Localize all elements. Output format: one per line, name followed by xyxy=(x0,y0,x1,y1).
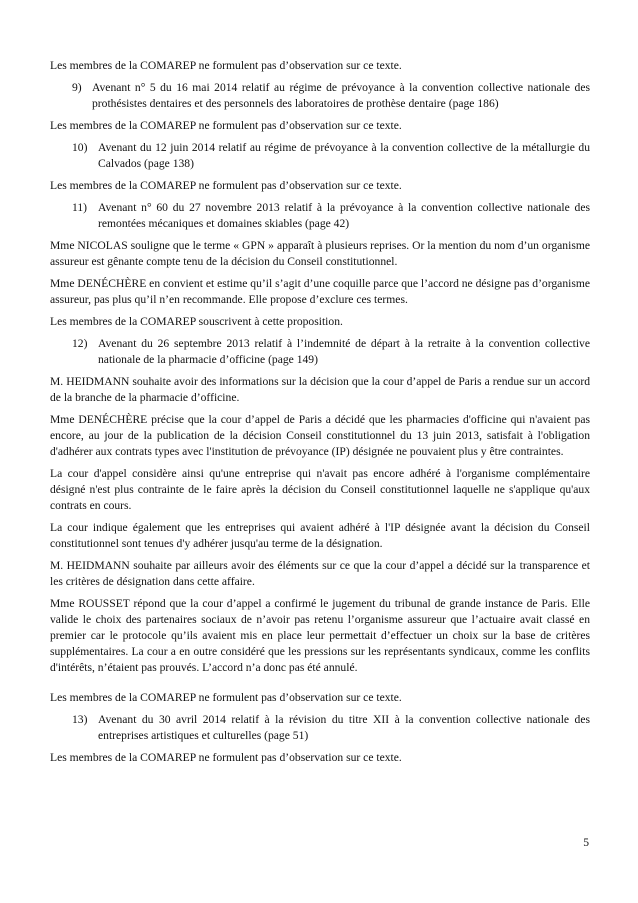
paragraph: Mme DENÉCHÈRE précise que la cour d’appel de Paris a décidé que les pharmacies d'officine qui n'avaient pas encore, au jour de la publication de la décision Conseil constitutionnel du 13 juin 2013, satisfait à l'obligation d'adhérer aux contrats types avec l'institution de prévoyance (IP) désignée ne pouvaient plus y être contraintes. xyxy=(50,413,590,458)
paragraph: Les membres de la COMAREP ne formulent pas d’observation sur ce texte. xyxy=(50,179,402,192)
list-item-number: 12) xyxy=(72,337,88,350)
list-item-number: 9) xyxy=(72,81,82,94)
paragraph: Mme ROUSSET répond que la cour d’appel a confirmé le jugement du tribunal de grande instance de Paris. Elle valide le choix des partenaires sociaux de n’avoir pas retenu l’organisme assureur que l’actuaire avait classé en premier car le protocole qu’ils avaient mis en place leur permettait d’effectuer un choix sur la base de critères supplémentaires. La cour a en outre considéré que les pressions sur les représentants syndicaux, comme les conflits d'intérêts, n’étaient pas prouvés. L’accord n’a donc pas été annulé. xyxy=(50,597,590,674)
list-item-number: 13) xyxy=(72,713,88,726)
list-item-text: Avenant du 30 avril 2014 relatif à la révision du titre XII à la convention collective nationale des entreprises artistiques et culturelles (page 51) xyxy=(98,713,590,742)
paragraph: Mme NICOLAS souligne que le terme « GPN » apparaît à plusieurs reprises. Or la mention du nom d’un organisme assureur est gênante compte tenu de la décision du Conseil constitutionnel. xyxy=(50,239,590,268)
list-item xyxy=(72,140,590,172)
list-item xyxy=(72,80,590,112)
list-item xyxy=(72,712,590,744)
paragraph: La cour indique également que les entreprises qui avaient adhéré à l'IP désignée avant la décision du Conseil constitutionnel sont tenues d'y adhérer jusqu'au terme de la désignation. xyxy=(50,521,590,550)
paragraph: Les membres de la COMAREP ne formulent pas d’observation sur ce texte. xyxy=(50,691,402,704)
list-item-text: Avenant n° 60 du 27 novembre 2013 relatif à la prévoyance à la convention collective nationale des remontées mécaniques et domaines skiables (page 42) xyxy=(98,201,590,230)
list-item-number: 11) xyxy=(72,201,88,214)
paragraph: Les membres de la COMAREP ne formulent pas d’observation sur ce texte. xyxy=(50,751,402,764)
paragraph: M. HEIDMANN souhaite par ailleurs avoir des éléments sur ce que la cour d’appel a décidé sur la transparence et les critères de désignation dans cette affaire. xyxy=(50,559,590,588)
paragraph: Mme DENÉCHÈRE en convient et estime qu’il s’agit d’une coquille parce que l’accord ne désigne pas d’organisme assureur, pas plus qu’il n’en recommande. Elle propose d’exclure ces termes. xyxy=(50,277,591,306)
document-body xyxy=(50,58,590,772)
paragraph: Les membres de la COMAREP ne formulent pas d’observation sur ce texte. xyxy=(50,119,402,132)
list-item-text: Avenant du 12 juin 2014 relatif au régime de prévoyance à la convention collective de la métallurgie du Calvados (page 138) xyxy=(98,141,590,170)
paragraph: Les membres de la COMAREP souscrivent à cette proposition. xyxy=(50,315,343,328)
list-item xyxy=(72,200,590,232)
list-item xyxy=(72,336,590,368)
list-item-text: Avenant n° 5 du 16 mai 2014 relatif au régime de prévoyance à la convention collective nationale des prothésistes dentaires et des personnels des laboratoires de prothèse dentaire (page 186) xyxy=(92,81,590,110)
list-item-number: 10) xyxy=(72,141,88,154)
paragraph: Les membres de la COMAREP ne formulent pas d’observation sur ce texte. xyxy=(50,59,402,72)
page-number: 5 xyxy=(583,836,589,849)
paragraph: La cour d'appel considère ainsi qu'une entreprise qui n'avait pas encore adhéré à l'organisme complémentaire désigné n'est plus contrainte de le faire après la décision du Conseil constitutionnel laquelle ne s'applique qu'aux contrats en cours. xyxy=(50,467,590,512)
list-item-text: Avenant du 26 septembre 2013 relatif à l’indemnité de départ à la retraite à la convention collective nationale de la pharmacie d’officine (page 149) xyxy=(98,337,590,366)
paragraph: M. HEIDMANN souhaite avoir des informations sur la décision que la cour d’appel de Paris a rendue sur un accord de la branche de la pharmacie d’officine. xyxy=(50,375,590,404)
